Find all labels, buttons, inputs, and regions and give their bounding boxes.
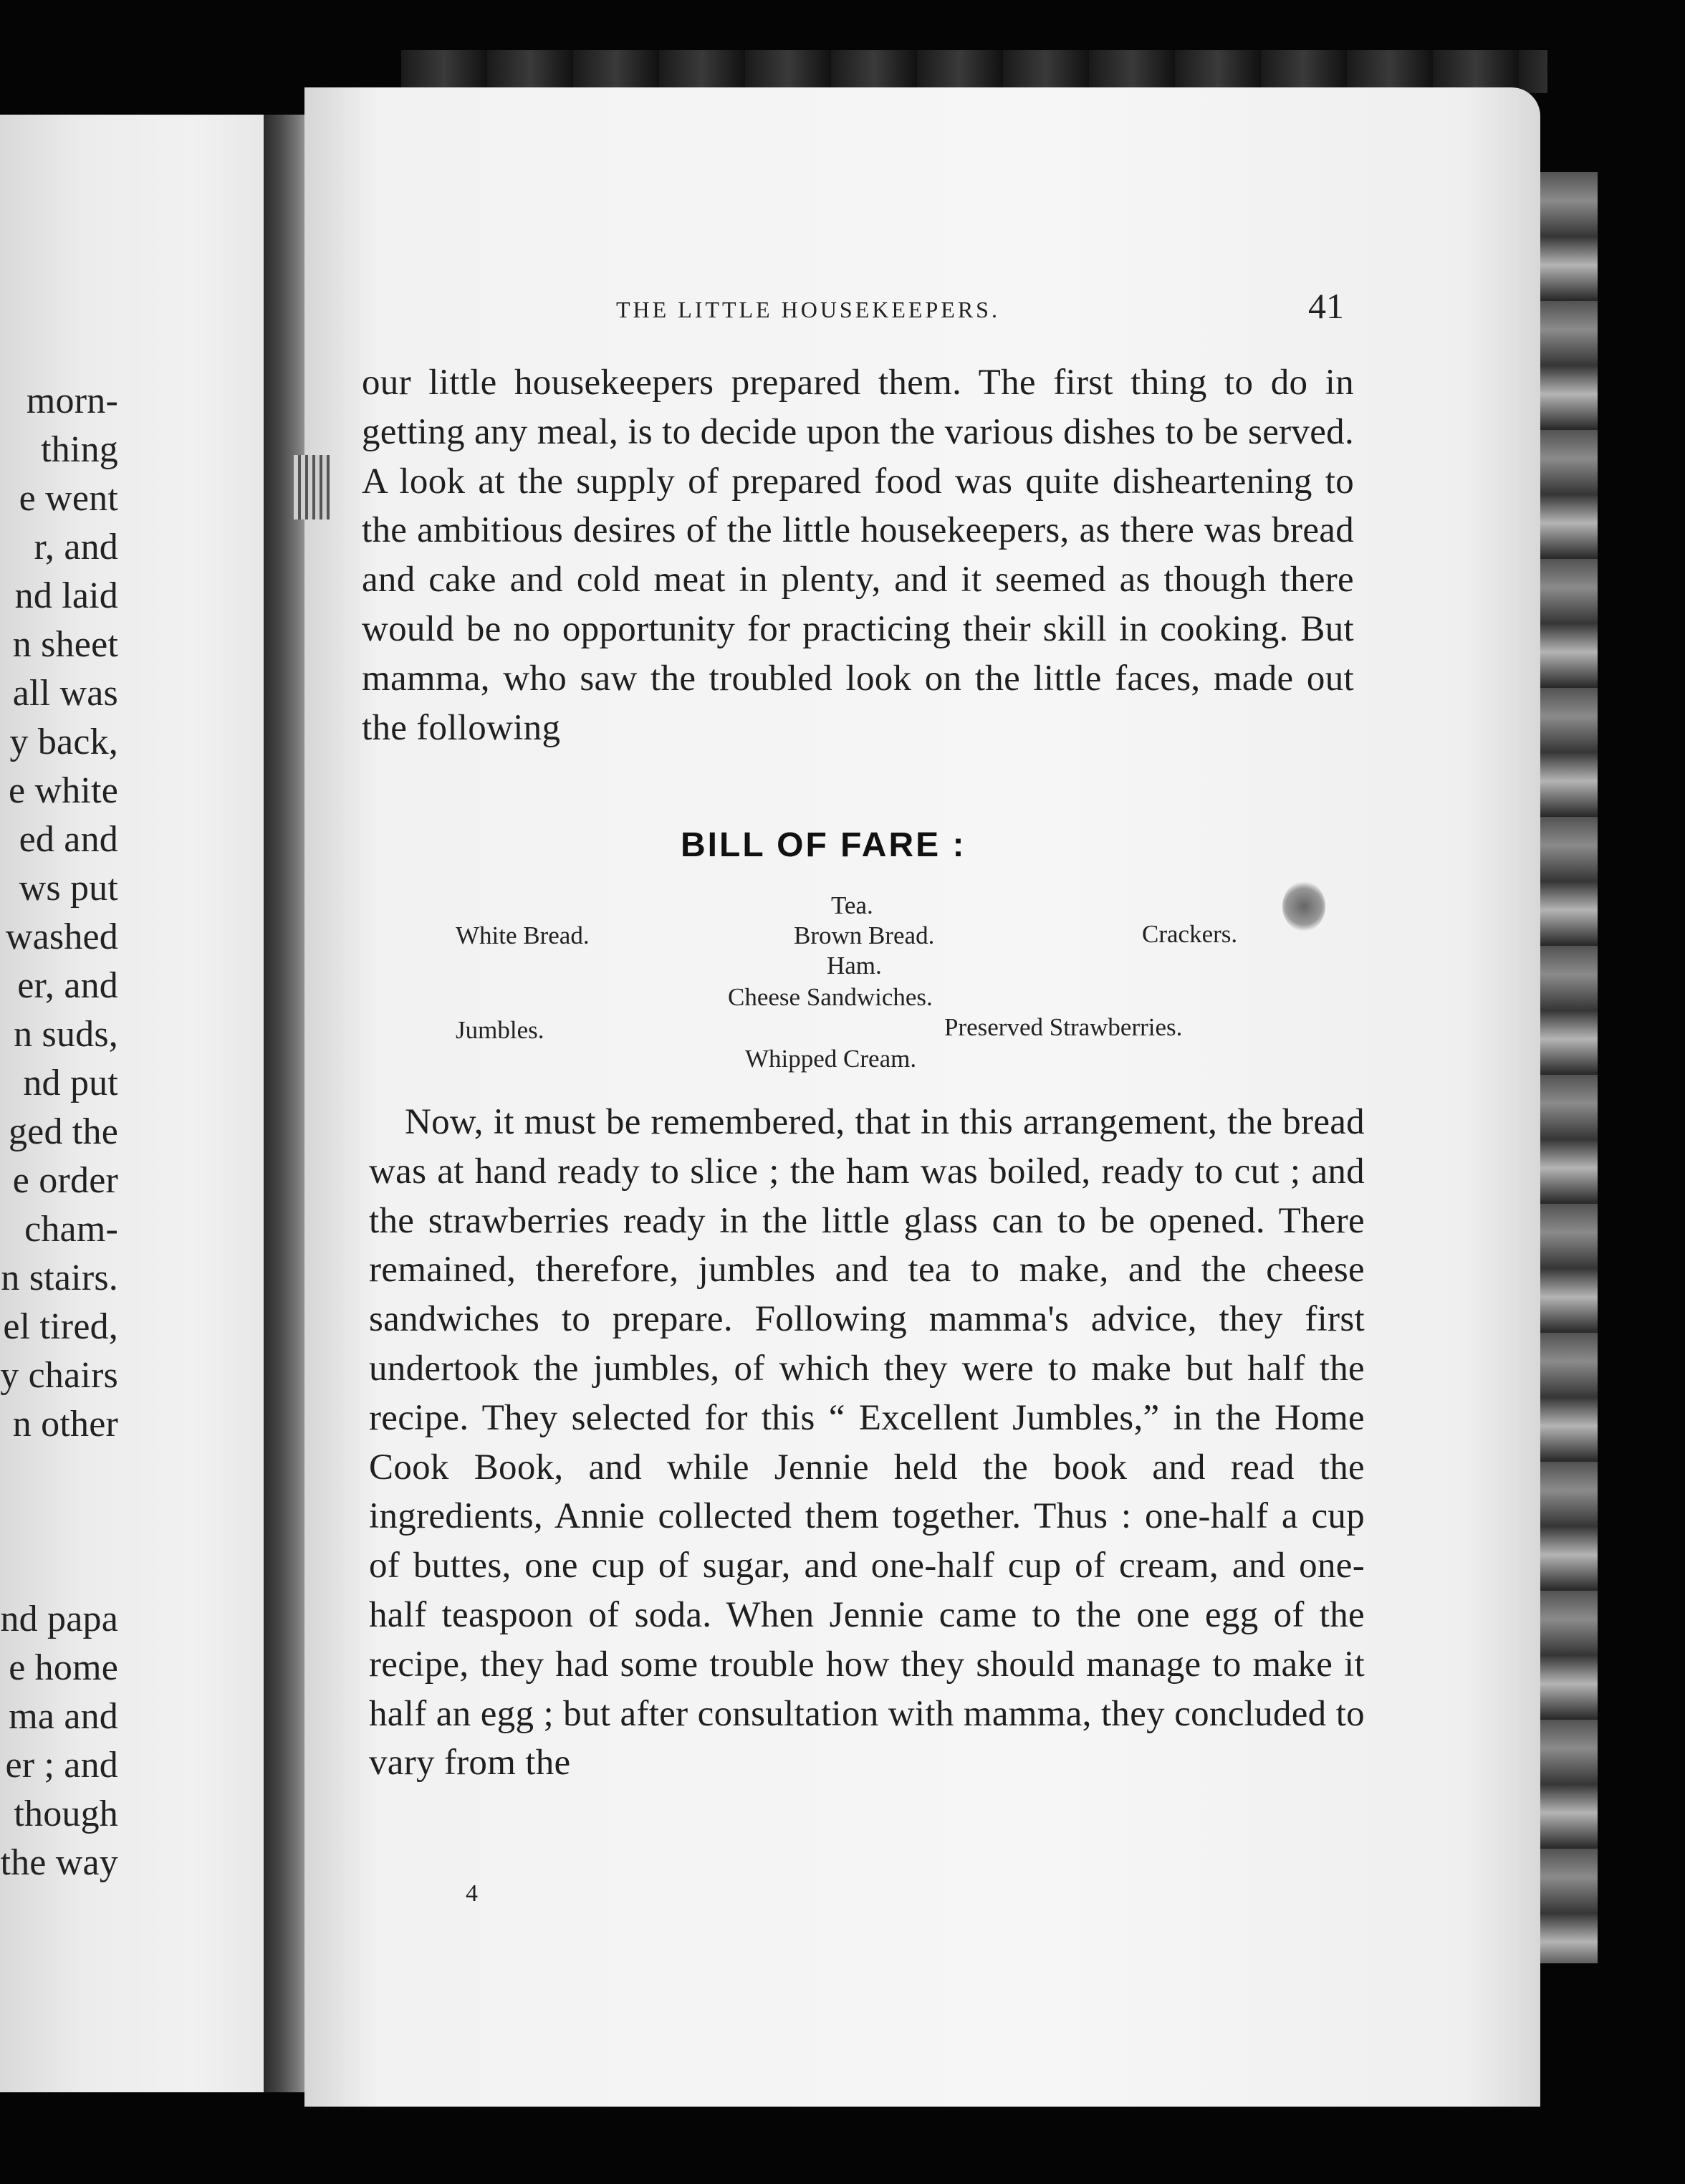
left-page-line: n stairs. [1,1258,118,1298]
menu-item-preserved-strawberries: Preserved Strawberries. [944,1013,1183,1041]
left-page-line: nd papa [0,1599,118,1639]
left-page-line: thing [41,429,118,470]
menu-item-whipped-cream: Whipped Cream. [745,1045,917,1073]
left-page-line: er ; and [5,1745,118,1786]
left-page-line: er, and [17,965,118,1006]
paragraph-1: our little housekeepers prepared them. The first thing to do in getting any meal, is to decide upon the various dishes to be served. A look at the supply of prepared food was quite disheartening to the ambitious desires of the little housekeepers, as there was bread and cake and cold meat in plenty, and it seemed as though there would be no opportunity for practicing their skill in cooking. But mamma, who saw the troubled look on the little faces, made out the following [362,363,1354,748]
left-page-line: e white [8,770,118,811]
left-page-line: n other [12,1404,118,1445]
left-facing-page [0,115,276,2092]
left-page-line: washed [5,916,118,957]
left-page-line: e went [19,478,118,519]
signature-mark: 4 [466,1880,478,1907]
left-page-line: nd laid [14,575,118,616]
menu-item-cheese-sandwiches: Cheese Sandwiches. [728,983,933,1011]
menu-item-jumbles: Jumbles. [456,1016,544,1044]
left-page-line: el tired, [3,1306,118,1347]
book-binding [401,50,1547,93]
left-page-line: cham- [24,1209,118,1250]
left-page-line: ged the [8,1111,118,1152]
running-head: THE LITTLE HOUSEKEEPERS. [616,297,1000,322]
binding-thread [294,455,330,519]
menu-item-brown-bread: Brown Bread. [794,921,935,949]
left-page-line: all was [12,673,118,714]
left-page-line: y chairs [0,1355,118,1396]
left-page-line: e home [9,1647,118,1688]
ink-smudge [1282,881,1325,931]
menu-item-ham: Ham. [827,952,882,980]
left-page-line: y back, [9,722,118,762]
left-page-line: ed and [19,819,118,860]
paragraph-2-text: Now, it must be remembered, that in this arrangement, the bread was at hand ready to slice ; the ham was boiled, ready to cut ; and the strawberries ready in the little glass can to be opened. There remained, therefore, jumbles and tea to make, and the cheese sandwiches to prepare. Following mamma's advice, they first undertook the jumbles, of which they were to make but half the recipe. They selected for this “ Excellent Jumbles,” in the Home Cook Book, and while Jennie held the book and read the ingredients, Annie collected them together. Thus : one-half a cup of buttes, one cup of sugar, and one-half cup of cream, and one-half teaspoon of soda. When Jennie came to the one egg of the recipe, they had some trouble how they should manage to make it half an egg ; but after consultation with mamma, they concluded to vary from the [369,1102,1365,1783]
left-page-line: n sheet [12,624,118,665]
left-page-line: morn- [26,380,118,421]
left-page-line: nd put [23,1063,118,1103]
left-page-line: n suds, [14,1014,118,1055]
paragraph-2 [369,1098,1365,1788]
page-edge [1540,172,1598,1963]
menu-item-tea: Tea. [831,891,873,919]
left-page-line: r, and [34,527,118,567]
page-number: 41 [1308,286,1344,326]
bill-of-fare-title: BILL OF FARE : [681,826,966,864]
left-page-line: ma and [9,1696,118,1737]
menu-item-white-bread: White Bread. [456,921,590,949]
left-page-line: e order [12,1160,118,1201]
page-gutter [264,115,307,2092]
left-page-line: the way [0,1842,118,1883]
menu-item-crackers: Crackers. [1142,920,1238,948]
left-page-line: though [14,1793,118,1834]
left-page-line: ws put [19,868,118,909]
